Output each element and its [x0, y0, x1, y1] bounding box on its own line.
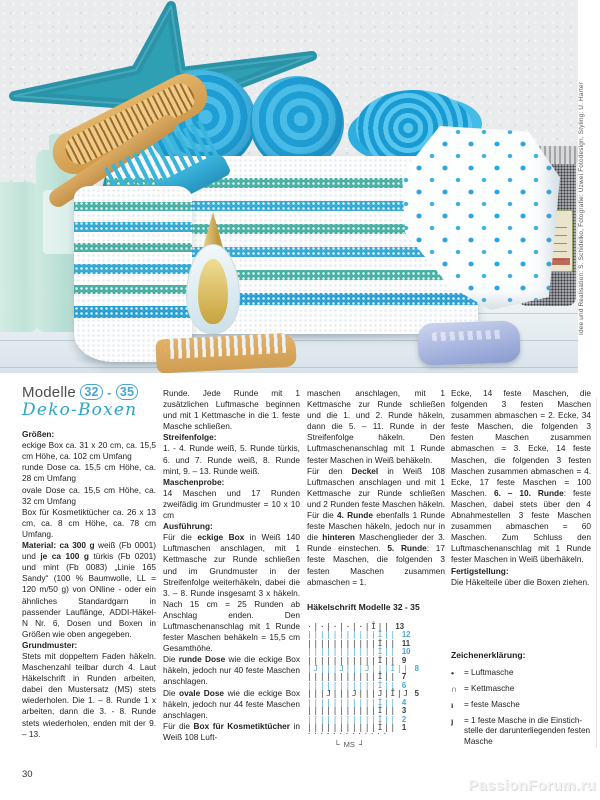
pattern-heading: Grundmuster:: [22, 639, 78, 650]
page-number: 30: [22, 769, 33, 780]
finishing-heading: Fertigstellung:: [451, 565, 509, 576]
photo-credit: Idee und Realisation: S. Schidelko, Fotografie: Uzwei Fotodesign, Styling: U. Harter: [578, 44, 600, 374]
column-1: [22, 384, 156, 740]
chart-row: |||||||||||Î|| 9: [307, 655, 407, 665]
size-line: runde Dose ca. 15,5 cm Höhe, ca. 28 cm Umfang: [22, 462, 156, 484]
finishing-paragraph: Die Häkelteile über die Boxen ziehen.: [451, 576, 590, 587]
photo-wooden-comb: [155, 332, 297, 373]
chart-row: |||||||||||Î|| 12: [307, 630, 411, 640]
chart-title: Häkelschrift Modelle 32 - 35: [307, 601, 420, 612]
bracket-left: └: [334, 740, 340, 750]
material-paragraph: Material: ca 300 g weiß (Fb 0001) und je ca 100 g türkis (Fb 0201) und mint (Fb 0083) „Linie 165 Sandy“ (100 % Baumwolle, LL = 120 m/50 g) von ONline - oder ein ähnliches Standardgarn in passender Lauflänge, ADDI-Häkel-N Nr. 6, Dosen und Boxen in Größen wie oben angegeben.: [22, 540, 156, 639]
legend-item-slip-stitch: ∩ = Kettmasche: [451, 683, 515, 694]
legend-item-chain: • = Luftmasche: [451, 667, 514, 678]
column-4: [451, 388, 591, 752]
chart-row: |||||||||||Î|| 10: [307, 647, 411, 657]
legend-heading: Zeichenerklärung:: [451, 649, 526, 660]
instructions-heading: Ausführung:: [163, 521, 213, 532]
chart-row: |||||||||||Î|| 4: [307, 697, 407, 707]
chart-row: |||||||||||Î|| 2: [307, 714, 407, 724]
corner-decrease-paragraph: Ecke, 14 feste Maschen, die folgenden 3 festen Maschen zusammen abmaschen = 2. Ecke, 34 feste Maschen, die folgenden 3 festen Maschen zusammen abmaschen = 3. Ecke, 14 feste Maschen, die folgenden 3 festen Maschen zusammen abmaschen = 4. Ecke, 17 feste Maschen = 100 Maschen. 6. – 10. Runde: feste Maschen, dabei stets über den 4 Abnahmestellen 3 feste Maschen zusammen abmaschen = 60 Maschen. Zum Schluss den Luftmaschenanschlag mit 1 Runde fester Maschen in Weiß überhäkeln.: [451, 388, 591, 565]
photo-perfume-cap: [201, 212, 225, 248]
page-edge-line: [596, 398, 597, 748]
photo-perfume-body: [186, 244, 240, 334]
photo-glass-bottle: [0, 182, 38, 332]
single-crochet-icon: ı: [451, 699, 454, 710]
chart-rows: [307, 622, 445, 732]
hero-photo: [0, 0, 578, 373]
models-heading: [22, 384, 156, 400]
column-2: [163, 388, 300, 743]
stripe-sequence-heading: Streifenfolge:: [163, 432, 217, 443]
bracket-right: ┘: [358, 740, 365, 750]
pattern-paragraph: Stets mit doppeltem Faden häkeln. Maschenzahl teilbar durch 4. Laut Häkelschrift in Runden arbeiten, dabei den Mustersatz (MS) stets wiederholen. Die 1. – 8. Runde 1 x arbeiten, dann die 3. - 8. Runde stets wiederholen, enden mit der 9. – 13.: [22, 650, 156, 739]
lid-paragraph: Für den Deckel in Weiß 108 Luftmaschen anschlagen und mit 1 Kettmasche zur Runde schließen und 2 Runden feste Maschen häkeln. Für die 4. Runde ebenfalls 1 Runde feste Maschen häkeln, jedoch nur in die hinteren Maschenglieder der 3. Runde einstechen. 5. Runde: 17 feste Maschen, die folgenden 3 festen Maschen zusammen abmaschen = 1.: [307, 465, 445, 587]
size-line: ovale Dose ca. 15,5 cm Höhe, ca. 32 cm Umfang: [22, 484, 156, 506]
legend-item-single-crochet: ı = feste Masche: [451, 699, 520, 710]
chart-row: |||||||||||Î|| 7: [307, 672, 407, 682]
chart-row: |||||||||||Î|| 1: [307, 723, 407, 733]
size-line: Box für Kosmetiktücher ca. 26 x 13 cm, ca. 8 cm Höhe, ca. 78 cm Umfang.: [22, 506, 156, 539]
chart-row: |||||||||||Î|| 3: [307, 706, 407, 716]
round-dose-paragraph: Die runde Dose wie die eckige Box häkeln, jedoch nur 40 feste Maschen anschlagen.: [163, 654, 300, 687]
gauge-paragraph: 14 Maschen und 17 Runden zweifädig im Grundmuster = 10 x 10 cm: [163, 487, 300, 521]
model-number-badge-to: 35: [116, 384, 138, 400]
article-title: Deko-Boxen: [22, 400, 138, 420]
symbol-legend: [451, 650, 591, 748]
photo-perfume-bottle: [186, 212, 240, 334]
chart-foundation-chain: ·············: [307, 730, 390, 739]
photo-soap-bar: [417, 320, 520, 366]
slip-stitch-icon: ∩: [451, 683, 458, 694]
badge-separator: -: [107, 385, 112, 400]
legend-item-spike-stitch: ȷ = 1 feste Masche in die Einstichstelle der darunterliegenden festen Masche: [451, 716, 591, 746]
photo-crochet-round-dose: [74, 186, 192, 362]
chart-row: |||||||||||Î|| 11: [307, 638, 411, 648]
oval-dose-paragraph: Die ovale Dose wie die eckige Box häkeln, jedoch nur 44 feste Maschen anschlagen.: [163, 687, 300, 720]
cosmetic-continue-paragraph: maschen anschlagen, mit 1 Kettmasche zur Runde schließen und die 1. und 2. Runde häkeln, dann die 5. – 11. Runde in der Streifenfolge häkeln. Den Luftmaschenanschlag mit 1 Runde fester Maschen in Weiß behäkeln.: [307, 388, 445, 465]
chart-row: |||||||||||Î|| 6: [307, 680, 407, 690]
chart-ms-bracket: [334, 739, 445, 750]
model-number-badge-from: 32: [80, 384, 102, 400]
watermark: PassionForum.ru: [468, 777, 596, 794]
chart-row: |J|||J|||J|||Î|| 8: [307, 663, 420, 673]
spike-stitch-icon: ȷ: [451, 716, 454, 727]
stripe-sequence-paragraph: 1. - 4. Runde weiß, 5. Runde türkis, 6. und 7. Runde weiß, 8. Runde mint, 9. – 13. Runde weiß.: [163, 443, 300, 476]
gauge-heading: Maschenprobe:: [163, 476, 225, 487]
models-label: Modelle: [22, 384, 76, 401]
size-line: eckige Box ca. 31 x 20 cm, ca. 15,5 cm Höhe, ca. 102 cm Umfang: [22, 440, 156, 462]
column-3: [307, 388, 445, 751]
cosmetic-box-paragraph: Für die Box für Kosmetiktücher in Weiß 108 Luft-: [163, 720, 300, 742]
chart-row: |||J|||J|||J|Î|J 5: [307, 689, 420, 699]
chain-stitch-icon: •: [451, 667, 454, 678]
ms-label: MS: [343, 740, 355, 750]
square-box-paragraph: Für die eckige Box in Weiß 140 Luftmaschen anschlagen, mit 1 Kettmasche zur Runde schließen und im Grundmuster in der Streifenfolge weiterhäkeln, dabei die 3. – 8. Runde insgesamt 3 x häkeln. Nach 15 cm = 25 Runden ab Anschlag enden. Den Luftmaschenanschlag mit 1 Runde fester Maschen behäkeln = 15,5 cm Gesamthöhe.: [163, 532, 300, 654]
chart-row: ·|·|·|·|·|Î|| 13: [307, 621, 405, 631]
sizes-heading: Größen:: [22, 429, 55, 440]
round-continue-paragraph: Runde. Jede Runde mit 1 zusätzlichen Luftmasche beginnen und mit 1 Kettmasche in die 1. feste Masche schließen.: [163, 388, 300, 432]
